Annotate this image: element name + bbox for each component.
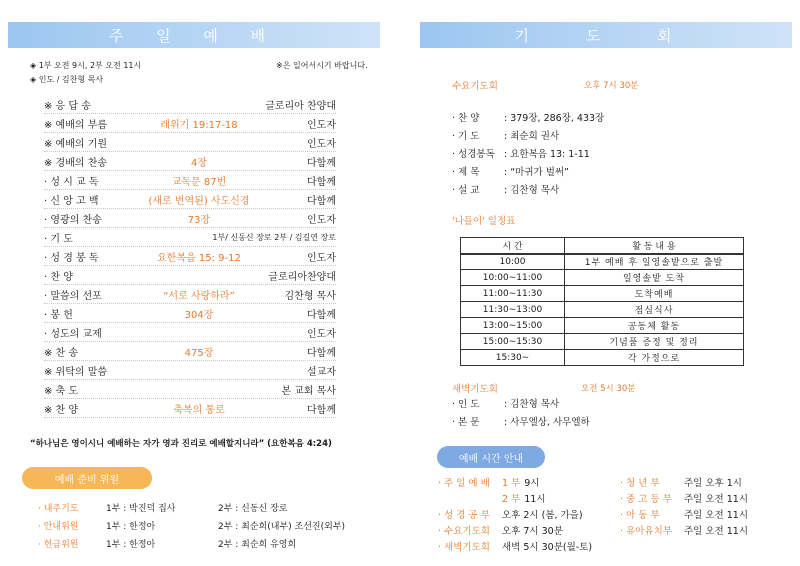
order-item-name: ※ 경배의 찬송 — [44, 157, 108, 169]
schedule-row — [461, 254, 744, 270]
order-item-leader: 인도자 — [307, 214, 336, 226]
order-item-detail: 73장 — [187, 214, 211, 226]
schedule-header-activity: 활 동 내 용 — [565, 238, 744, 254]
order-item-leader: 다함께 — [307, 157, 336, 169]
schedule-activity: 기념품 증정 및 정리 — [565, 334, 744, 350]
order-item-name: ※ 응 답 송 — [44, 100, 91, 112]
service-time-label: · 새벽기도회 — [438, 542, 490, 553]
order-row — [44, 380, 336, 399]
wed-prayer-value: : 최순희 권사 — [504, 131, 560, 142]
wed-prayer-label: · 설 교 — [452, 185, 480, 196]
order-row — [44, 228, 336, 247]
order-item-name: ※ 예배의 기원 — [44, 138, 108, 150]
order-item-name: · 말씀의 선포 — [44, 290, 102, 302]
wed-prayer-time: 오후 7시 30분 — [584, 81, 639, 91]
wed-prayer-list — [452, 108, 604, 198]
schedule-activity: 각 가정으로 — [565, 350, 744, 366]
order-item-detail: 475장 — [184, 347, 214, 359]
service-time-label: · 유아유치부 — [620, 526, 672, 537]
order-row — [44, 247, 336, 266]
prep-committee-title: 예배 준비 위원 — [22, 467, 152, 489]
prep-part2: 2부 : 최순희 유영희 — [218, 540, 297, 550]
service-time-row — [438, 538, 592, 554]
service-time-label: · 성 경 공 부 — [438, 510, 490, 521]
order-row — [44, 114, 336, 133]
dawn-prayer-title: 새벽기도회 — [452, 384, 498, 395]
dawn-prayer-row — [452, 412, 590, 430]
dawn-prayer-list — [452, 394, 590, 430]
schedule-activity: 공동체 활동 — [565, 318, 744, 334]
order-item-leader: 다함께 — [307, 347, 336, 359]
outing-schedule-table — [460, 237, 744, 366]
order-item-leader: 인도자 — [307, 328, 336, 340]
service-time-label: · 아 동 부 — [620, 510, 660, 521]
order-row — [44, 399, 336, 418]
prep-label: · 내주기도 — [38, 504, 79, 514]
service-time-row — [620, 522, 748, 538]
order-item-name: ※ 찬 송 — [44, 347, 79, 359]
dawn-prayer-value: : 사무엘상, 사무엘하 — [504, 417, 590, 428]
order-row — [44, 209, 336, 228]
order-item-leader: 김찬형 목사 — [284, 290, 336, 302]
order-item-name: · 기 도 — [44, 233, 73, 245]
order-item-leader: 글로리아 찬양대 — [265, 100, 336, 112]
order-item-detail: 레위기 19:17-18 — [160, 119, 238, 131]
service-time-label: · 주 일 예 배 — [438, 478, 490, 489]
schedule-row — [461, 334, 744, 350]
wed-prayer-value: : “마귀가 벌써” — [504, 167, 569, 178]
dawn-prayer-label: · 인 도 — [452, 399, 480, 410]
order-item-detail: (새로 번역된) 사도신경 — [148, 195, 250, 207]
service-time-value: 오후 2시 (봄, 가을) — [502, 510, 583, 521]
service-time-row — [438, 490, 592, 506]
schedule-time: 13:00∼15:00 — [461, 318, 565, 334]
wed-prayer-label: · 제 목 — [452, 167, 480, 178]
service-time-part: 2 부 — [502, 494, 521, 505]
service-time-value: 11시 — [524, 494, 546, 505]
schedule-time: 10:00∼11:00 — [461, 270, 565, 286]
service-time-value: 주일 오전 11시 — [684, 526, 749, 537]
order-item-name: · 봉 헌 — [44, 309, 73, 321]
order-item-name: ※ 위탁의 말씀 — [44, 366, 108, 378]
service-time-value: 주일 오전 11시 — [684, 494, 749, 505]
order-item-name: · 성 경 봉 독 — [44, 252, 99, 264]
order-row — [44, 190, 336, 209]
dawn-prayer-time: 오전 5시 30분 — [581, 384, 636, 394]
wed-prayer-value: : 379장, 286장, 433장 — [504, 113, 605, 124]
standing-notice: ※은 일어서시기 바랍니다. — [276, 61, 368, 70]
order-item-detail: 축복의 통로 — [173, 404, 225, 416]
service-time-value: 새벽 5시 30분(월-토) — [502, 542, 593, 553]
wed-prayer-row — [452, 126, 604, 144]
wed-prayer-label: · 기 도 — [452, 131, 480, 142]
service-time-value: 오후 7시 30분 — [502, 526, 563, 537]
service-times-right — [620, 474, 748, 538]
wed-prayer-row — [452, 180, 604, 198]
prep-part1: 1부 : 한정아 — [106, 540, 156, 550]
service-time-row — [438, 522, 592, 538]
order-item-leader: 인도자 — [307, 138, 336, 150]
order-row — [44, 285, 336, 304]
order-item-leader: 다함께 — [307, 309, 336, 321]
prep-label: · 안내위원 — [38, 522, 79, 532]
schedule-row — [461, 350, 744, 366]
order-row — [44, 152, 336, 171]
wed-prayer-row — [452, 144, 604, 162]
order-item-leader: 다함께 — [307, 176, 336, 188]
wed-prayer-value: : 김찬형 목사 — [504, 185, 560, 196]
schedule-header-time: 시 간 — [461, 238, 565, 254]
order-item-name: ※ 예배의 부름 — [44, 119, 108, 131]
order-item-name: ※ 찬 양 — [44, 404, 79, 416]
order-row — [44, 133, 336, 152]
left-header: 주 일 예 배 — [8, 22, 380, 48]
service-times-title: 예배 시간 안내 — [437, 446, 545, 468]
schedule-row — [461, 286, 744, 302]
order-item-leader: 인도자 — [307, 119, 336, 131]
service-time-row — [438, 474, 592, 490]
wed-prayer-label: · 성경봉독 — [452, 149, 495, 160]
service-time-row — [438, 506, 592, 522]
order-item-name: · 성 시 교 독 — [44, 176, 99, 188]
scripture-verse: “하나님은 영이시니 예배하는 자가 영과 진리로 예배할지니라” (요한복음 4:24) — [30, 439, 332, 449]
order-row — [44, 95, 336, 114]
dawn-prayer-row — [452, 394, 590, 412]
order-row — [44, 266, 336, 285]
wed-prayer-value: : 요한복음 13: 1-11 — [504, 149, 590, 160]
dawn-prayer-label: · 본 문 — [452, 417, 480, 428]
order-item-leader: 글로리아찬양대 — [268, 271, 336, 283]
prep-part1: 1부 : 박진덕 집사 — [106, 504, 176, 514]
order-row — [44, 171, 336, 190]
service-time-value: 주일 오전 11시 — [684, 510, 749, 521]
schedule-row — [461, 270, 744, 286]
service-time-label: · 청 년 부 — [620, 478, 660, 489]
order-item-name: · 성도의 교제 — [44, 328, 102, 340]
order-item-leader: 인도자 — [307, 252, 336, 264]
prep-part2: 2부 : 최순희(내부) 조선진(외부) — [218, 522, 346, 532]
service-time-value: 9시 — [524, 478, 540, 489]
order-item-detail: 요한복음 15: 9-12 — [157, 252, 241, 264]
service-times: ◈ 1부 오전 9시, 2부 오전 11시 — [30, 61, 142, 70]
schedule-activity: 일영솔밭 도착 — [565, 270, 744, 286]
prep-part2: 2부 : 신동신 장로 — [218, 504, 288, 514]
dawn-prayer-value: : 김찬형 목사 — [504, 399, 560, 410]
worship-order — [44, 95, 336, 418]
order-item-name: · 신 앙 고 백 — [44, 195, 99, 207]
wed-prayer-row — [452, 162, 604, 180]
schedule-activity: 1부 예배 후 일영솔밭으로 출발 — [565, 254, 744, 270]
order-item-name: ※ 축 도 — [44, 385, 79, 397]
service-times-left — [438, 474, 592, 554]
order-item-leader: 다함께 — [307, 404, 336, 416]
order-item-name: · 찬 양 — [44, 271, 73, 283]
order-row — [44, 323, 336, 342]
order-row — [44, 304, 336, 323]
schedule-activity: 도착예배 — [565, 286, 744, 302]
service-time-part: 1 부 — [502, 478, 521, 489]
schedule-time: 15:00∼15:30 — [461, 334, 565, 350]
order-item-detail: “서로 사랑하라” — [163, 290, 235, 302]
schedule-row — [461, 302, 744, 318]
schedule-activity: 점심식사 — [565, 302, 744, 318]
order-item-name: · 영광의 찬송 — [44, 214, 102, 226]
service-time-value: 주일 오후 1시 — [684, 478, 742, 489]
right-header: 기 도 회 — [420, 22, 792, 48]
schedule-time: 11:30∼13:00 — [461, 302, 565, 318]
wed-prayer-row — [452, 108, 604, 126]
order-item-leader: 다함께 — [307, 195, 336, 207]
order-item-detail: 304장 — [184, 309, 214, 321]
wed-prayer-title: 수요기도회 — [452, 81, 498, 92]
schedule-time: 11:00∼11:30 — [461, 286, 565, 302]
service-time-row — [620, 490, 748, 506]
service-time-row — [620, 474, 748, 490]
outing-title: '나들이' 일정표 — [452, 216, 516, 227]
service-time-row — [620, 506, 748, 522]
order-item-leader: 본 교회 목사 — [281, 385, 336, 397]
order-item-leader: 1부/ 신동신 장로 2부 / 김길연 장로 — [212, 232, 336, 242]
prep-part1: 1부 : 한정아 — [106, 522, 156, 532]
order-row — [44, 342, 336, 361]
order-item-detail: 교독문 87번 — [171, 176, 227, 188]
order-item-detail: 4장 — [190, 157, 208, 169]
schedule-time: 15:30∼ — [461, 350, 565, 366]
wed-prayer-label: · 찬 양 — [452, 113, 480, 124]
schedule-time: 10:00 — [461, 254, 565, 270]
prep-label: · 헌금위원 — [38, 540, 79, 550]
service-time-label: · 수요기도회 — [438, 526, 490, 537]
service-time-label: · 중 고 등 부 — [620, 494, 672, 505]
order-item-leader: 설교자 — [307, 366, 336, 378]
leader-info: ◈ 인도 / 김찬형 목사 — [30, 75, 104, 84]
order-row — [44, 361, 336, 380]
schedule-row — [461, 318, 744, 334]
